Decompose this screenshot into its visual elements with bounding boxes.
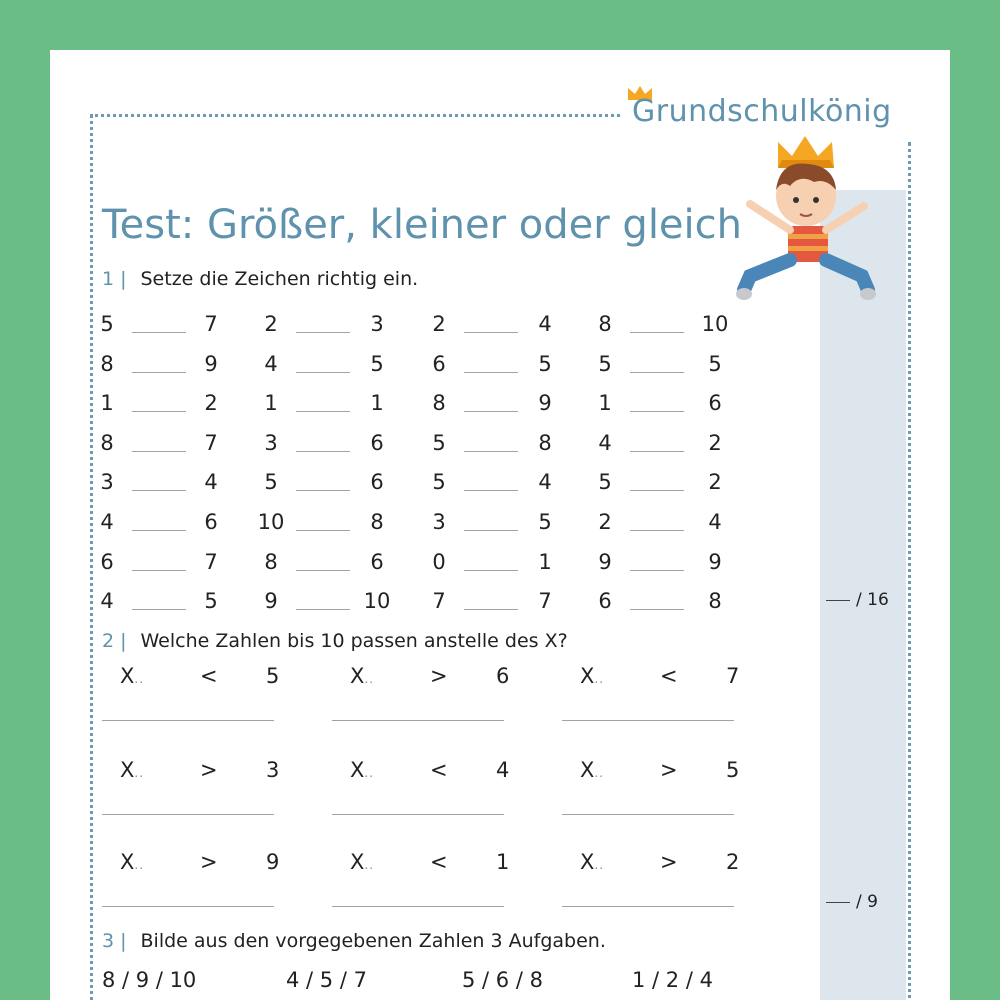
section-2-instruction: Welche Zahlen bis 10 passen anstelle des X? — [140, 630, 568, 652]
left-number: 1 — [100, 391, 114, 416]
compare-number: 7 — [726, 664, 740, 688]
answer-blank[interactable] — [132, 332, 186, 333]
answer-line[interactable] — [102, 720, 274, 721]
answer-blank[interactable] — [630, 609, 684, 610]
page-title: Test: Größer, kleiner oder gleich — [102, 202, 742, 248]
left-number: 8 — [264, 549, 278, 574]
right-number: 5 — [708, 351, 722, 376]
left-number: 8 — [432, 391, 446, 416]
x-dots: .. — [594, 672, 605, 686]
x-variable — [350, 850, 374, 874]
answer-blank[interactable] — [630, 332, 684, 333]
comparison-operator: < — [200, 664, 218, 688]
right-number: 1 — [370, 391, 384, 416]
answer-blank[interactable] — [464, 490, 518, 491]
left-number: 5 — [598, 351, 612, 376]
answer-blank[interactable] — [464, 530, 518, 531]
left-number: 6 — [100, 549, 114, 574]
answer-blank[interactable] — [630, 570, 684, 571]
comparison-operator: < — [660, 664, 678, 688]
left-number: 6 — [598, 589, 612, 614]
x-variable — [580, 850, 604, 874]
x-letter: X — [120, 850, 135, 874]
section-2-number: 2 — [102, 630, 115, 652]
comparison-operator: > — [200, 850, 218, 874]
right-number: 6 — [204, 510, 218, 534]
right-number: 5 — [538, 351, 552, 376]
right-number: 9 — [204, 351, 218, 376]
compare-number: 9 — [266, 850, 280, 874]
compare-number: 1 — [496, 850, 510, 874]
answer-blank[interactable] — [132, 530, 186, 531]
x-variable — [120, 664, 144, 688]
answer-blank[interactable] — [464, 609, 518, 610]
x-dots: .. — [364, 672, 375, 686]
section-1-number: 1 — [102, 268, 115, 290]
number-group: 1 / 2 / 4 — [632, 968, 713, 992]
answer-blank[interactable] — [630, 372, 684, 373]
x-letter: X — [350, 758, 365, 782]
x-variable — [350, 758, 374, 782]
number-group: 5 / 6 / 8 — [462, 968, 543, 992]
answer-blank[interactable] — [630, 451, 684, 452]
x-letter: X — [350, 850, 365, 874]
answer-line[interactable] — [332, 906, 504, 907]
left-number: 9 — [264, 589, 278, 614]
right-number: 5 — [538, 510, 552, 534]
x-variable — [350, 664, 374, 688]
answer-blank[interactable] — [296, 570, 350, 571]
compare-number: 5 — [726, 758, 740, 782]
right-number: 10 — [701, 312, 729, 336]
left-number: 3 — [100, 470, 114, 495]
x-variable — [580, 758, 604, 782]
right-number: 6 — [370, 430, 384, 455]
left-number: 3 — [264, 430, 278, 455]
section-1-instruction: Setze die Zeichen richtig ein. — [140, 268, 419, 290]
comparison-operator: > — [660, 850, 678, 874]
right-number: 7 — [204, 430, 218, 455]
right-number: 5 — [204, 589, 218, 614]
right-number: 4 — [204, 470, 218, 495]
score-blank[interactable] — [826, 600, 850, 601]
answer-blank[interactable] — [296, 490, 350, 491]
answer-blank[interactable] — [132, 372, 186, 373]
right-number: 9 — [708, 549, 722, 574]
answer-blank[interactable] — [132, 570, 186, 571]
number-group: 4 / 5 / 7 — [286, 968, 367, 992]
left-number: 2 — [432, 312, 446, 336]
x-letter: X — [120, 664, 135, 688]
answer-blank[interactable] — [296, 372, 350, 373]
right-number: 2 — [708, 430, 722, 455]
right-number: 3 — [370, 312, 384, 336]
right-number: 10 — [363, 589, 391, 614]
x-dots: .. — [594, 766, 605, 780]
section-1-score-label: / 16 — [856, 590, 889, 610]
left-number: 5 — [432, 470, 446, 495]
x-variable — [120, 850, 144, 874]
answer-blank[interactable] — [464, 411, 518, 412]
section-2-bar: | — [120, 630, 127, 652]
left-number: 1 — [264, 391, 278, 416]
answer-blank[interactable] — [132, 609, 186, 610]
right-number: 7 — [204, 312, 218, 336]
left-number: 4 — [264, 351, 278, 376]
section-1-score — [826, 590, 889, 610]
worksheet — [50, 50, 950, 1000]
left-number: 4 — [100, 589, 114, 614]
left-number: 3 — [432, 510, 446, 534]
x-variable — [580, 664, 604, 688]
comparison-operator: < — [430, 850, 448, 874]
answer-line[interactable] — [332, 720, 504, 721]
right-number: 7 — [204, 549, 218, 574]
left-number: 4 — [100, 510, 114, 534]
answer-blank[interactable] — [296, 332, 350, 333]
x-dots: .. — [594, 858, 605, 872]
x-variable — [120, 758, 144, 782]
comparison-operator: > — [200, 758, 218, 782]
left-number: 7 — [432, 589, 446, 614]
left-number: 0 — [432, 549, 446, 574]
answer-blank[interactable] — [296, 451, 350, 452]
answer-blank[interactable] — [464, 451, 518, 452]
dotted-border-right — [908, 142, 911, 1000]
left-number: 1 — [598, 391, 612, 416]
right-number: 7 — [538, 589, 552, 614]
answer-line[interactable] — [562, 720, 734, 721]
right-number: 6 — [370, 470, 384, 495]
x-letter: X — [120, 758, 135, 782]
answer-blank[interactable] — [296, 609, 350, 610]
right-number: 2 — [708, 470, 722, 495]
answer-blank[interactable] — [464, 372, 518, 373]
x-letter: X — [580, 850, 595, 874]
answer-blank[interactable] — [464, 332, 518, 333]
left-number: 5 — [598, 470, 612, 495]
answer-blank[interactable] — [630, 490, 684, 491]
x-letter: X — [580, 758, 595, 782]
left-number: 2 — [264, 312, 278, 336]
right-number: 4 — [538, 470, 552, 495]
score-blank[interactable] — [826, 902, 850, 903]
section-3-number: 3 — [102, 930, 115, 952]
right-number: 9 — [538, 391, 552, 416]
left-number: 6 — [432, 351, 446, 376]
right-number: 1 — [538, 549, 552, 574]
comparison-operator: < — [430, 758, 448, 782]
left-number: 4 — [598, 430, 612, 455]
section-1-bar: | — [120, 268, 127, 290]
right-number: 8 — [370, 510, 384, 534]
number-group: 8 / 9 / 10 — [102, 968, 197, 992]
boy-illustration — [730, 130, 880, 310]
x-dots: .. — [364, 766, 375, 780]
section-2-score-label: / 9 — [856, 892, 878, 912]
right-number: 6 — [370, 549, 384, 574]
comparison-operator: > — [660, 758, 678, 782]
answer-blank[interactable] — [296, 411, 350, 412]
x-letter: X — [580, 664, 595, 688]
x-dots: .. — [134, 766, 145, 780]
left-number: 5 — [100, 312, 114, 336]
section-1-heading — [102, 268, 418, 290]
answer-line[interactable] — [102, 906, 274, 907]
left-number: 8 — [598, 312, 612, 336]
answer-blank[interactable] — [630, 411, 684, 412]
left-number: 5 — [432, 430, 446, 455]
x-dots: .. — [134, 672, 145, 686]
left-number: 10 — [257, 510, 285, 534]
compare-number: 3 — [266, 758, 280, 782]
left-number: 9 — [598, 549, 612, 574]
left-number: 8 — [100, 351, 114, 376]
section-2-heading — [102, 630, 568, 652]
right-number: 5 — [370, 351, 384, 376]
section-3-instruction: Bilde aus den vorgegebenen Zahlen 3 Aufgaben. — [140, 930, 606, 952]
left-number: 2 — [598, 510, 612, 534]
comparison-operator: > — [430, 664, 448, 688]
answer-blank[interactable] — [296, 530, 350, 531]
compare-number: 6 — [496, 664, 510, 688]
compare-number: 5 — [266, 664, 280, 688]
answer-blank[interactable] — [630, 530, 684, 531]
section-3-heading — [102, 930, 606, 952]
left-number: 8 — [100, 430, 114, 455]
section-2-score — [826, 892, 878, 912]
answer-line[interactable] — [102, 814, 274, 815]
right-number: 4 — [708, 510, 722, 534]
answer-line[interactable] — [562, 814, 734, 815]
right-number: 2 — [204, 391, 218, 416]
brand-logo: Grundschulkönig — [632, 94, 892, 129]
compare-number: 2 — [726, 850, 740, 874]
compare-number: 4 — [496, 758, 510, 782]
answer-blank[interactable] — [132, 411, 186, 412]
section-3-bar: | — [120, 930, 127, 952]
dotted-border-top — [90, 114, 620, 117]
right-number: 8 — [538, 430, 552, 455]
x-dots: .. — [134, 858, 145, 872]
answer-line[interactable] — [332, 814, 504, 815]
x-letter: X — [350, 664, 365, 688]
right-number: 6 — [708, 391, 722, 416]
x-dots: .. — [364, 858, 375, 872]
answer-blank[interactable] — [132, 451, 186, 452]
right-number: 4 — [538, 312, 552, 336]
answer-blank[interactable] — [464, 570, 518, 571]
right-number: 8 — [708, 589, 722, 614]
left-number: 5 — [264, 470, 278, 495]
answer-blank[interactable] — [132, 490, 186, 491]
answer-line[interactable] — [562, 906, 734, 907]
